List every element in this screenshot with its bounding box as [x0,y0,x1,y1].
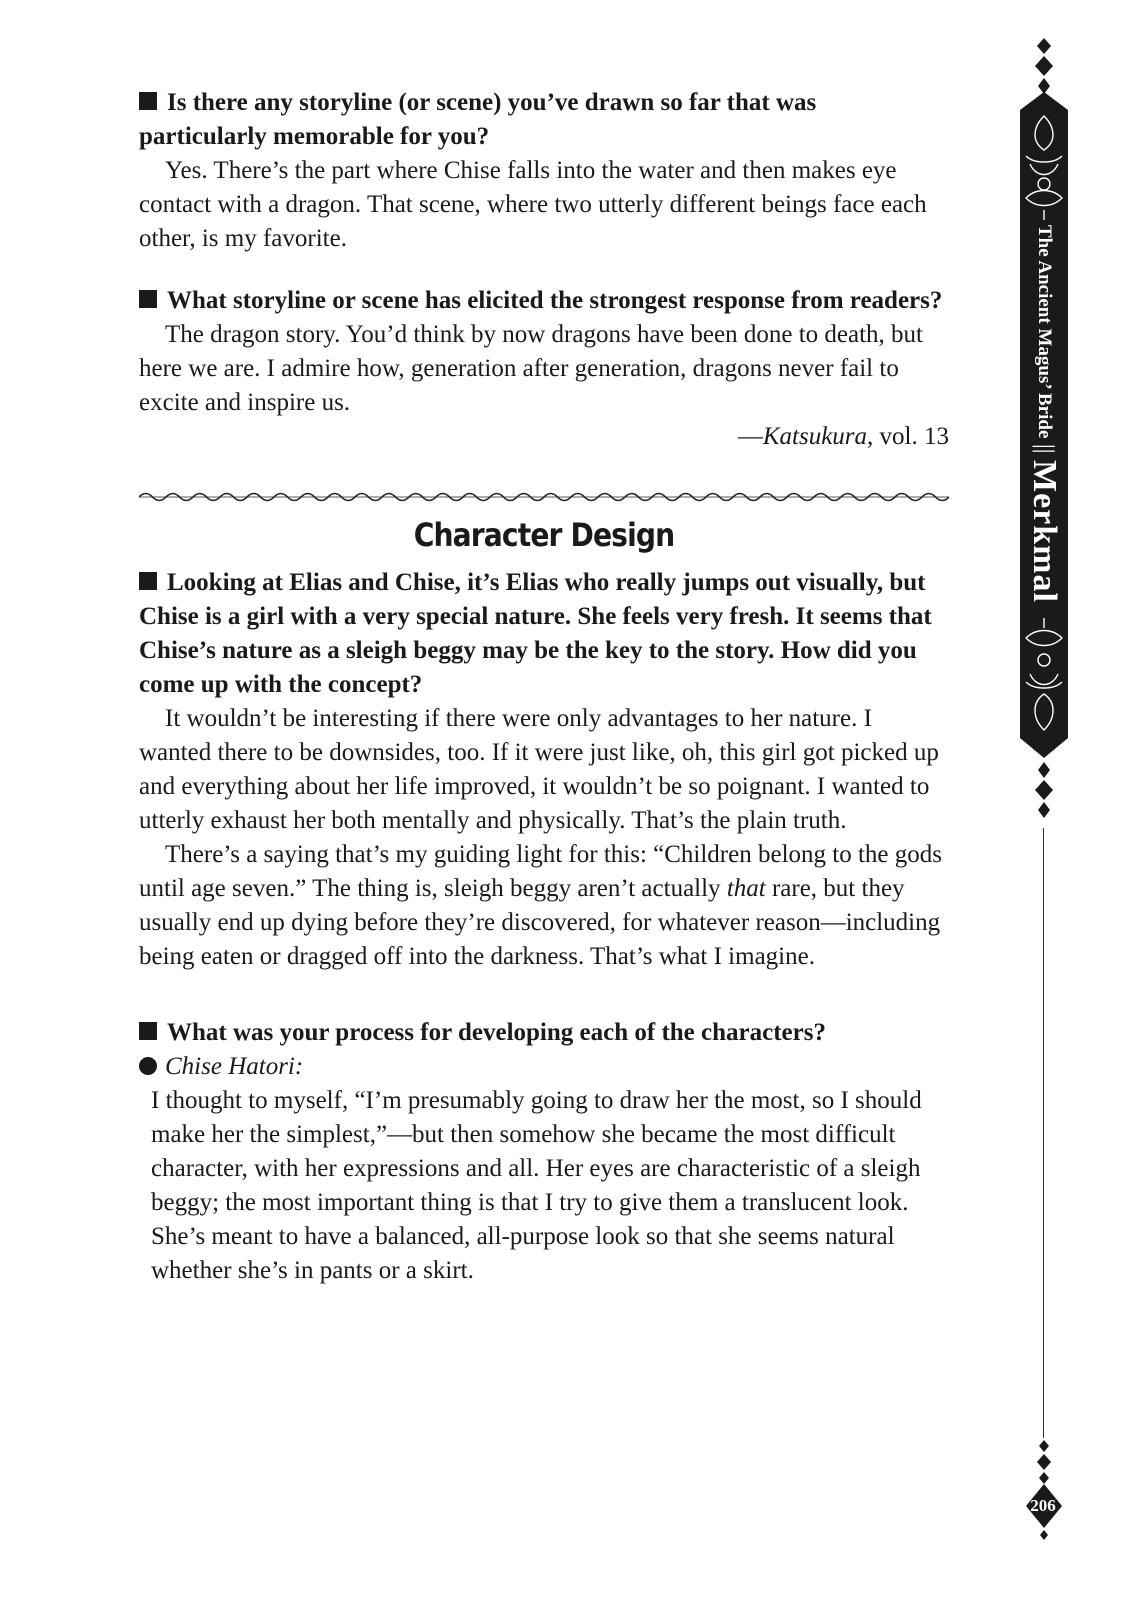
diamond-ornament-icon [1035,780,1053,800]
question-concept: Looking at Elias and Chise, it’s Elias who really jumps out visually, but Chise is a girl with a very special nature. She feels very fresh. It seems that Chise’s nature as a sleigh beggy may be the key to the story. How did you come up with the concept? [139,569,932,698]
diamond-ornament-icon [1040,1530,1048,1540]
diamond-ornament-icon [1035,56,1053,76]
question-memorable-scene: Is there any storyline (or scene) you’ve drawn so far that was particularly memorable for you? [139,89,817,150]
answer-concept-part2: There’s a saying that’s my guiding light for this: “Children belong to the gods until age seven.” The thing is, sleigh beggy aren’t actually that rare, but they usually end up dying before they’re discovered, for whatever reason—including being eaten or dragged off into the darkness. That’s what I imagine. [139,841,942,970]
diamond-ornament-icon [1038,802,1050,818]
series-title: The Ancient Magus’ Bride [1034,225,1055,439]
answer-reader-response: The dragon story. You’d think by now dragons have been done to death, but here we are. I admire how, generation after generation, dragons never fail to excite and inspire us. [139,321,923,416]
chapter-name: Merkmal [1026,460,1063,603]
diamond-ornament-icon [1037,1454,1051,1470]
page-body [139,86,949,1288]
square-bullet-icon [139,290,157,308]
square-bullet-icon [139,1022,157,1040]
diamond-ornament-icon [1037,38,1051,54]
diamond-ornament-icon [1039,1440,1049,1452]
wave-divider-icon [139,490,949,504]
answer-memorable-scene: Yes. There’s the part where Chise falls into the water and then makes eye contact with a dragon. That scene, where two utterly different beings face each other, is my favorite. [139,157,927,252]
diamond-ornament-icon [1039,1472,1049,1484]
character-description: I thought to myself, “I’m presumably going to draw her the most, so I should make her the simplest,”—but then somehow she became the most difficult character, with her expressions and all. Her eyes are characteristic of a sleigh beggy; the most important thing is that I try to give them a translucent look. She’s meant to have a balanced, all-purpose look so that she seems natural whether she’s in pants or a skirt. [151,1087,922,1284]
page-number: 206 [1030,1496,1056,1515]
title-separator: || [1031,444,1058,455]
question-process: What was your process for developing each of the characters? [139,1016,949,1050]
ornamental-divider [139,490,949,504]
round-bullet-icon [139,1057,157,1075]
side-rule [1043,828,1044,1438]
character-heading: Chise Hatori: [139,1050,949,1084]
diamond-ornament-icon [1038,78,1050,94]
answer-concept-part1: It wouldn’t be interesting if there were only advantages to her nature. I wanted there to be downsides, too. If it were just like, oh, this girl got picked up and everything about her life improved, it wouldn’t be so poignant. I wanted to utterly exhaust her both mentally and physically. That’s the plain truth. [139,705,939,834]
section-title: Character Design [413,516,675,554]
square-bullet-icon [139,92,157,110]
diamond-ornament-icon [1038,762,1050,778]
attribution: —Katsukura, vol. 13 [737,423,949,450]
square-bullet-icon [139,572,157,590]
running-header [1020,225,1068,665]
question-reader-response: What storyline or scene has elicited the strongest response from readers? [139,284,949,318]
